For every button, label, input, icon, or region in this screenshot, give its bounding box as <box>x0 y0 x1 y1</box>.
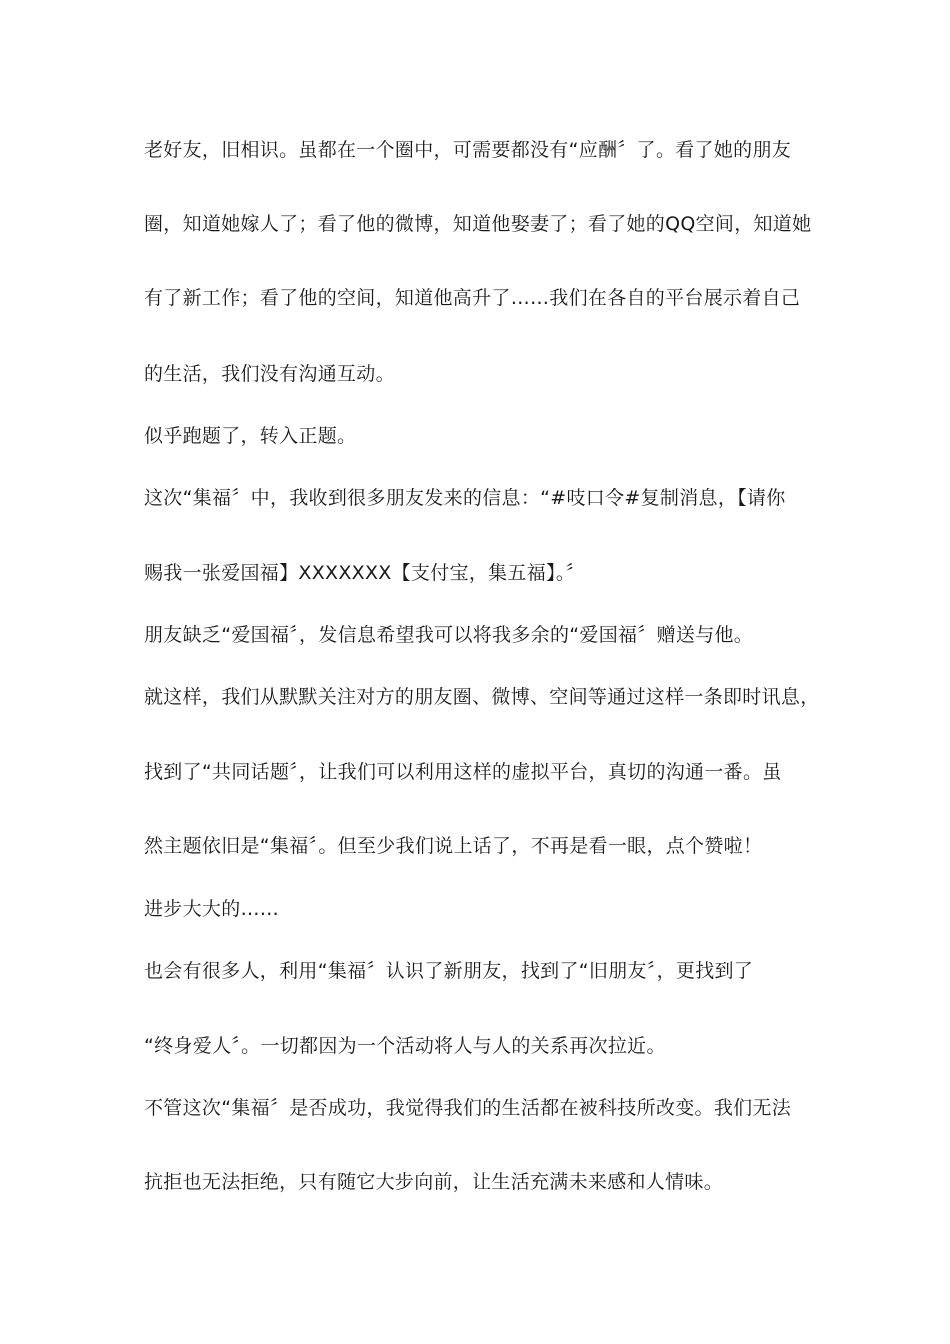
text-line: 进步大大的…… <box>144 898 280 920</box>
text-line: 似乎跑题了，转入正题。 <box>144 425 357 447</box>
text-line: 赐我一张爱国福】XXXXXXX【支付宝，集五福】。〞 <box>144 562 585 584</box>
text-line: 这次“集福〞中，我收到很多朋友发来的信息：“#吱口令#复制消息，【请你 <box>144 487 786 509</box>
text-line: 老好友，旧相识。虽都在一个圈中，可需要都没有“应酬〞了。看了她的朋友 <box>144 139 792 161</box>
text-line: 然主题依旧是“集福〞。但至少我们说上话了，不再是看一眼，点个赞啦！ <box>144 835 763 857</box>
text-line: 的生活，我们没有沟通互动。 <box>144 363 395 385</box>
text-line: 也会有很多人，利用“集福〞认识了新朋友，找到了“旧朋友〞，更找到了 <box>144 960 754 982</box>
text-line: 不管这次“集福〞是否成功，我觉得我们的生活都在被科技所改变。我们无法 <box>144 1097 792 1119</box>
text-line: 有了新工作；看了他的空间，知道他高升了……我们在各自的平台展示着自己 <box>144 287 801 309</box>
text-line: 就这样，我们从默默关注对方的朋友圈、微博、空间等通过这样一条即时讯息， <box>144 686 820 708</box>
text-line: 找到了“共同话题〞，让我们可以利用这样的虚拟平台，真切的沟通一番。虽 <box>144 761 782 783</box>
text-line: 抗拒也无法拒绝，只有随它大步向前，让生活充满未来感和人情味。 <box>144 1171 724 1193</box>
text-line: “终身爱人〞。一切都因为一个活动将人与人的关系再次拉近。 <box>144 1035 666 1057</box>
text-line: 圈，知道她嫁人了；看了他的微博，知道他娶妻了；看了她的QQ空间，知道她 <box>144 213 812 235</box>
text-line: 朋友缺乏“爱国福〞，发信息希望我可以将我多余的“爱国福〞赠送与他。 <box>144 624 754 646</box>
